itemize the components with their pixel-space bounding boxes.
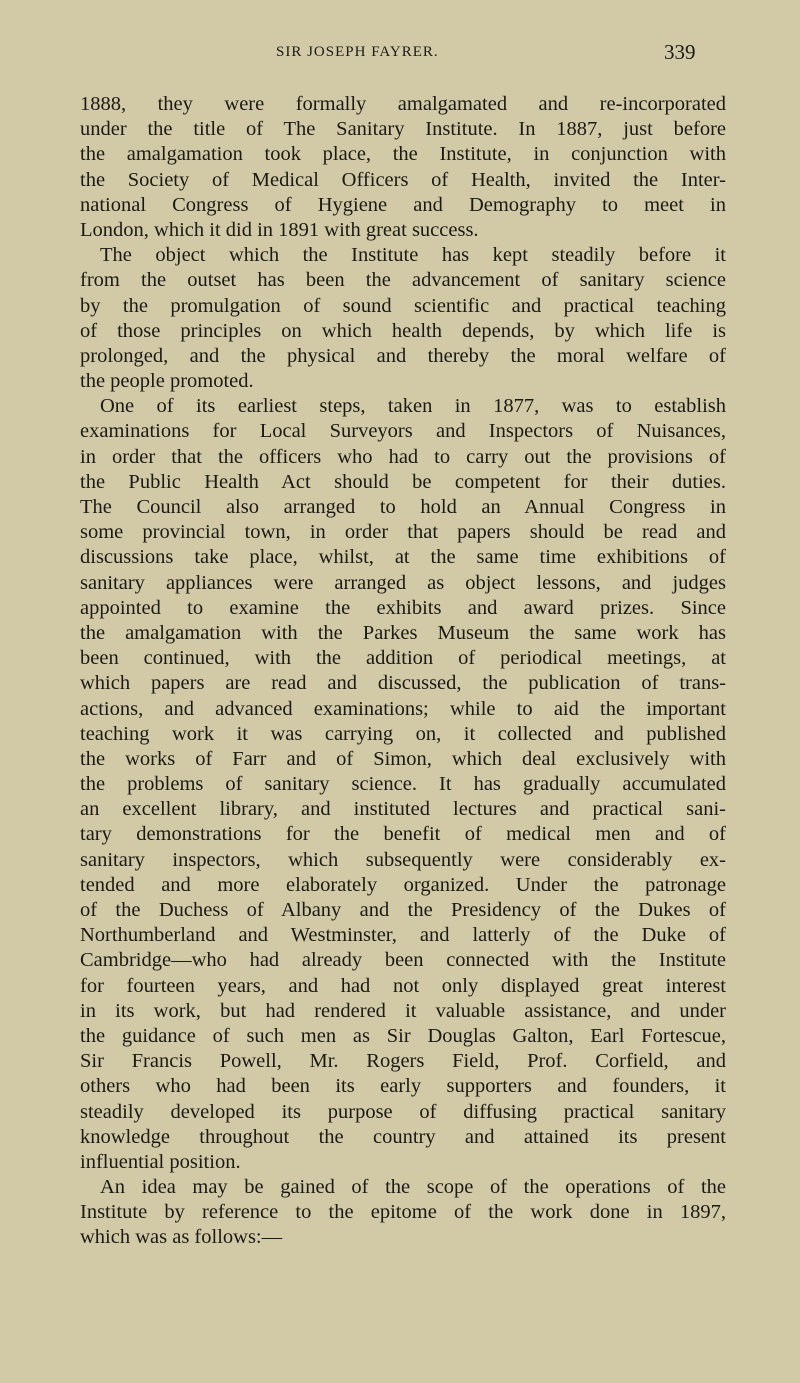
text-line: of those principles on which health depends, by which life is [80,319,726,342]
text-line: The Council also arranged to hold an Annual Congress in [80,496,726,518]
text-line: sanitary inspectors, which subsequently were considerably ex- [80,848,726,871]
text-line: Institute by reference to the epitome of the work done in 1897, [80,1201,726,1224]
text-line: examinations for Local Surveyors and Inspectors of Nuisances, [80,420,726,443]
text-line: the amalgamation took place, the Institute, in conjunction with [80,143,726,166]
text-line: appointed to examine the exhibits and award prizes. Since [80,596,726,619]
text-line: the works of Farr and of Simon, which deal exclusively with [80,747,726,770]
text-line: an excellent library, and instituted lectures and practical sani- [80,798,726,821]
text-line: tary demonstrations for the benefit of medical men and of [80,823,726,846]
page-number: 339 [664,40,696,64]
text-line: steadily developed its purpose of diffusing practical sanitary [80,1100,726,1123]
text-line: 1888, they were formally amalgamated and re-incorporated [80,93,726,115]
text-line: the Society of Medical Officers of Health, invited the Inter- [80,168,726,191]
text-line: of the Duchess of Albany and the Presidency of the Dukes of [80,899,726,921]
text-line: the Public Health Act should be competent for their duties. [80,470,726,493]
text-line: others who had been its early supporters and founders, it [80,1075,726,1098]
text-line: sanitary appliances were arranged as object lessons, and judges [80,571,726,594]
text-line: which was as follows:— [80,1226,283,1249]
text-line: teaching work it was carrying on, it collected and published [80,722,726,745]
text-line: national Congress of Hygiene and Demography to meet in [80,193,726,216]
text-line: discussions take place, whilst, at the same time exhibitions of [80,546,726,569]
text-line: influential position. [80,1150,241,1173]
running-title: SIR JOSEPH FAYRER. [276,44,439,60]
text-line: One of its earliest steps, taken in 1877, was to establish [100,395,726,418]
text-line: the problems of sanitary science. It has gradually accumulated [80,773,726,796]
text-line: prolonged, and the physical and thereby the moral welfare of [80,344,726,367]
text-line: the amalgamation with the Parkes Museum the same work has [80,621,726,644]
text-line: Northumberland and Westminster, and latterly of the Duke of [80,924,726,947]
text-line: tended and more elaborately organized. Under the patronage [80,873,726,896]
text-line: Cambridge—who had already been connected with the Institute [80,949,726,972]
text-line: under the title of The Sanitary Institute. In 1887, just before [80,118,726,141]
text-line: The object which the Institute has kept steadily before it [100,244,726,267]
body-text [80,92,726,1251]
text-line: for fourteen years, and had not only displayed great interest [80,974,726,997]
running-header [0,40,800,66]
text-line: London, which it did in 1891 with great success. [80,218,479,241]
text-line: knowledge throughout the country and attained its present [80,1125,726,1148]
text-line: An idea may be gained of the scope of the operations of the [100,1176,726,1199]
text-line: in order that the officers who had to carry out the provisions of [80,445,726,468]
text-line: some provincial town, in order that papers should be read and [80,521,726,544]
text-line: the people promoted. [80,370,254,393]
text-line: by the promulgation of sound scientific and practical teaching [80,294,726,317]
text-line: the guidance of such men as Sir Douglas Galton, Earl Fortescue, [80,1024,726,1047]
text-line: actions, and advanced examinations; while to aid the important [80,697,726,720]
text-line: in its work, but had rendered it valuable assistance, and under [80,999,726,1022]
text-line: Sir Francis Powell, Mr. Rogers Field, Prof. Corfield, and [80,1050,726,1073]
text-line: been continued, with the addition of periodical meetings, at [80,647,726,670]
text-line: from the outset has been the advancement of sanitary science [80,269,726,292]
text-line: which papers are read and discussed, the publication of trans- [80,672,726,695]
